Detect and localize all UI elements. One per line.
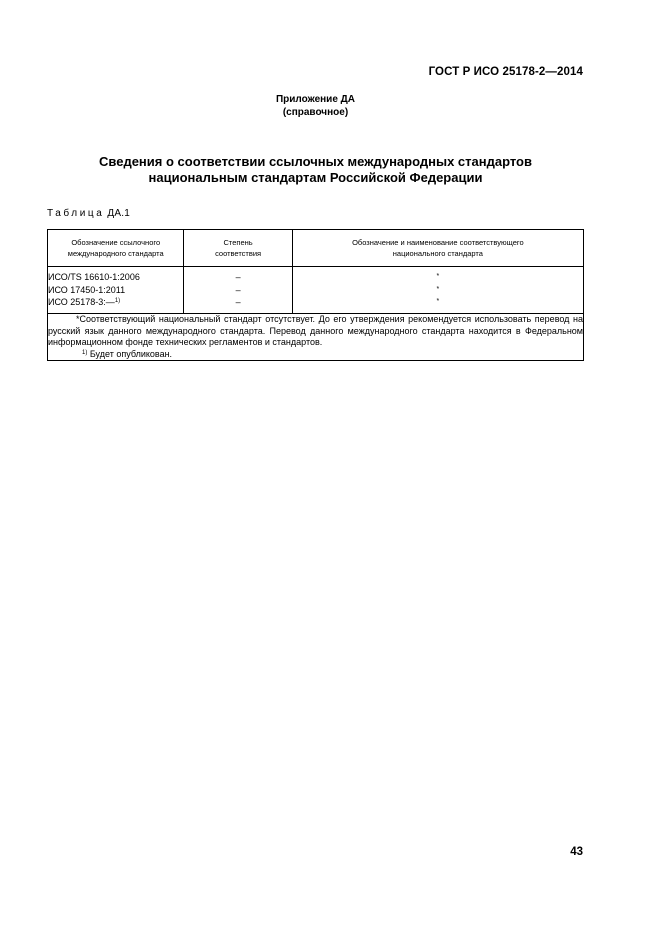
standard-code: ГОСТ Р ИСО 25178-2—2014 — [428, 66, 583, 78]
header-degree-line-2: соответствия — [215, 249, 262, 258]
header-degree — [184, 230, 292, 267]
table-header-row — [48, 230, 584, 267]
footnote-1: Будет опубликован. — [87, 348, 173, 359]
table-notes-row — [48, 314, 584, 361]
designation-3-wrap — [48, 296, 183, 309]
correspondence-table — [47, 229, 584, 361]
footnote-1-marker: 1) — [82, 349, 88, 356]
page-number: 43 — [570, 846, 583, 858]
table-row — [48, 267, 584, 314]
page-title — [0, 154, 631, 186]
header-designation — [48, 230, 184, 267]
degree-cell — [184, 267, 292, 314]
page-title-line-1: Сведения о соответствии ссылочных международных стандартов — [99, 154, 532, 169]
header-national-line-2: национального стандарта — [392, 249, 483, 258]
designation-cell — [48, 267, 184, 314]
designation-1: ИСО/TS 16610-1:2006 — [48, 272, 140, 283]
degree-1: – — [235, 272, 241, 283]
header-degree-line-1: Степень — [223, 238, 253, 247]
header-designation-line-2: международного стандарта — [67, 249, 164, 258]
degree-3: – — [235, 297, 241, 308]
degree-2: – — [235, 284, 241, 295]
national-1: * — [436, 273, 440, 281]
footnote-ref: 1) — [114, 298, 121, 305]
footnote-1-wrap — [48, 349, 583, 361]
national-2: * — [436, 285, 440, 293]
table-caption-prefix: Таблица — [47, 208, 105, 219]
footnote-asterisk: *Соответствующий национальный стандарт отсутствует. До его утверждения рекомендуется использовать перевод на русский язык данного международного стандарта. Перевод данного международного стандарта находится в Федеральном информационном фонде технических регламентов и стандартов. — [48, 314, 583, 348]
table-notes — [48, 314, 584, 361]
appendix-subtitle: (справочное) — [282, 107, 349, 118]
national-cell — [292, 267, 583, 314]
table-caption-id: ДА.1 — [107, 208, 130, 219]
header-designation-line-1: Обозначение ссылочного — [71, 238, 161, 247]
appendix-title: Приложение ДА — [275, 94, 356, 105]
header-national-line-1: Обозначение и наименование соответствующего — [352, 238, 524, 247]
appendix-heading — [0, 93, 631, 119]
designation-3: ИСО 25178-3:— — [48, 297, 115, 308]
header-national — [292, 230, 583, 267]
designation-2: ИСО 17450-1:2011 — [48, 284, 126, 295]
national-3: * — [436, 298, 440, 306]
table-caption — [47, 208, 130, 219]
page-title-line-2: национальным стандартам Российской Федерации — [148, 170, 483, 185]
